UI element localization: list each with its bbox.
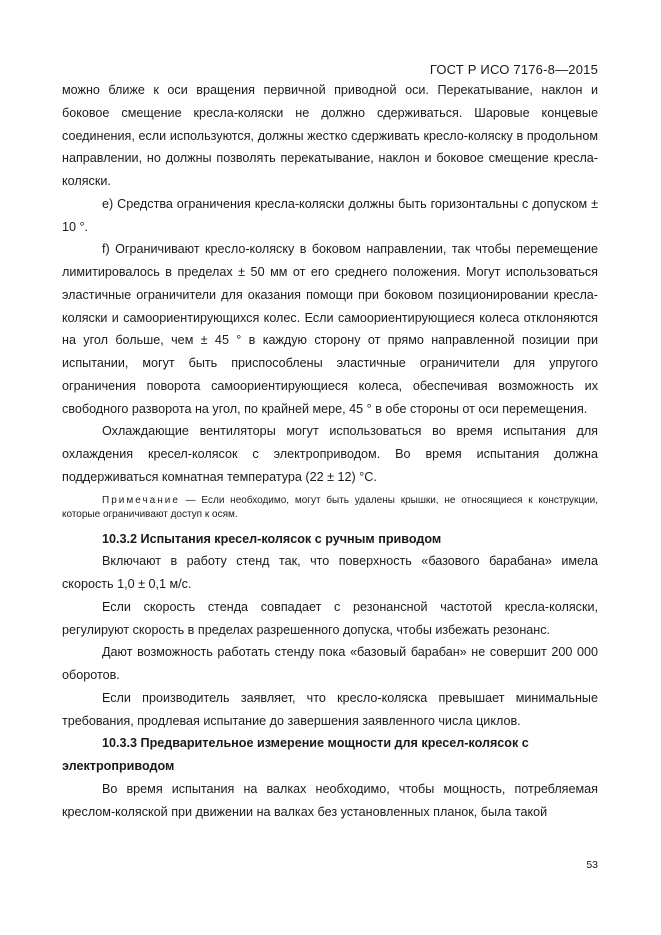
standard-header: ГОСТ Р ИСО 7176-8—2015 <box>429 62 598 77</box>
paragraph-item-e: e) Средства ограничения кресла-коляски должны быть горизонтальны с допуском ± 10 °. <box>62 196 598 234</box>
paragraph: Включают в работу стенд так, что поверхность «базового барабана» имела скорость 1,0 ± 0,1 м/с. <box>62 554 598 591</box>
note-label: Примечание <box>102 494 180 506</box>
paragraph: Дают возможность работать стенду пока «базовый барабан» не совершит 200 000 оборотов. <box>62 645 598 682</box>
paragraph: Если производитель заявляет, что кресло-коляска превышает минимальные требования, продлевая испытание до завершения заявленного числа циклов. <box>62 690 598 728</box>
page-number: 53 <box>586 859 598 871</box>
note <box>62 494 598 522</box>
paragraph: Охлаждающие вентиляторы могут использоваться во время испытания для охлаждения кресел-колясок с электроприводом. Во время испытания должна поддерживаться комнатная температура (22 ± 12) °С. <box>62 424 598 484</box>
section-heading-10-3-3: 10.3.3 Предварительное измерение мощности для кресел-колясок с электроприводом <box>62 736 529 773</box>
note-text: — Если необходимо, могут быть удалены крышки, не относящиеся к конструкции, которые ограничивают доступ к осям. <box>62 494 598 520</box>
paragraph: можно ближе к оси вращения первичной приводной оси. Перекатывание, наклон и боковое смещение кресла-коляски не должно сдерживаться. Шаровые концевые соединения, если используются, должны жестко сдерживать кресло-коляску в продольном направлении, но должны позволять перекатывание, наклон и боковое смещение кресла-коляски. <box>62 83 598 188</box>
page-body <box>62 79 598 823</box>
paragraph-item-f: f) Ограничивают кресло-коляску в боковом направлении, так чтобы перемещение лимитировалось в пределах ± 50 мм от его среднего положения. Могут использоваться эластичные ограничители для оказания помощи при боковом позиционировании кресла-коляски и самоориентирующихся колес. Если самоориентирующиеся колеса отклоняются на угол больше, чем ± 45 ° в каждую сторону от прямо направленной позиции при испытании, могут быть приспособлены эластичные ограничители для упругого ограничения поворота самоориентирующиеся колеса, обеспечивая возможность их свободного разворота на угол, по крайней мере, 45 ° в обе стороны от оси перемещения. <box>62 242 598 416</box>
section-heading-10-3-2: 10.3.2 Испытания кресел-колясок с ручным приводом <box>102 531 442 546</box>
paragraph: Если скорость стенда совпадает с резонансной частотой кресла-коляски, регулируют скорость в пределах разрешенного допуска, чтобы избежать резонанс. <box>62 599 598 637</box>
paragraph: Во время испытания на валках необходимо, чтобы мощность, потребляемая креслом-коляской при движении на валках без установленных планок, была такой <box>62 781 598 819</box>
